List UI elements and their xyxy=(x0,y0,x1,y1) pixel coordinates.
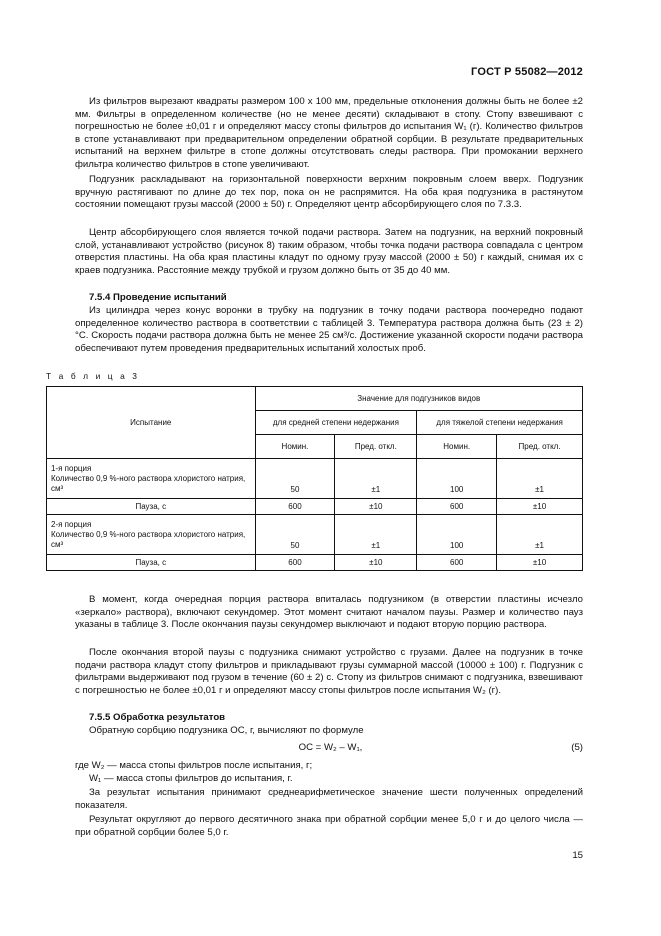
section-heading-7-5-4: 7.5.4 Проведение испытаний xyxy=(89,292,227,303)
table-row xyxy=(47,459,583,499)
table-cell-label: 2-я порция Количество 0,9 %-ного раствора хлористого натрия, см³ xyxy=(47,515,256,555)
formula: ОС = W₂ – W₁, xyxy=(298,742,363,753)
table-header-test: Испытание xyxy=(47,387,256,459)
paragraph-diaper-layout: Подгузник раскладывают на горизонтальной поверхности верхним покровным слоем вверх. Подгузник вручную растягивают по длине до тех пор, пока он не распрямится. На оба края подгузника в растянутом состоянии помещают грузы массой (2000 ± 50) г. Определяют центр абсорбирующего слоя по 7.3.3. xyxy=(75,174,583,211)
paragraph-result: За результат испытания принимают среднеарифметическое значение шести полученных определений показателя. xyxy=(75,787,583,811)
table-cell: 600 xyxy=(255,555,335,571)
table-cell: 600 xyxy=(417,499,497,515)
table-cell: 600 xyxy=(417,555,497,571)
table-cell: 100 xyxy=(417,515,497,555)
table-row xyxy=(47,515,583,555)
table-cell: ±1 xyxy=(497,515,583,555)
paragraph-test-procedure: Из цилиндра через конус воронки в трубку на подгузник в точку подачи раствора поочередно подают определенное количество раствора в соответствии с таблицей 3. Температура раствора должна быть (23 ± 2) °С. Скорость подачи раствора должна быть не менее 25 см³/с. Достижение указанной скорости подачи раствора обеспечивают путем проведения предварительных испытаний холостых проб. xyxy=(75,305,583,354)
table-row xyxy=(47,555,583,571)
table-header-deviation: Пред. откл. xyxy=(335,435,417,459)
table-caption: Т а б л и ц а 3 xyxy=(46,371,140,381)
table-cell: ±1 xyxy=(497,459,583,499)
table-cell: ±10 xyxy=(335,499,417,515)
page-number: 15 xyxy=(572,850,583,861)
table-header-nominal: Номин. xyxy=(417,435,497,459)
document-header: ГОСТ Р 55082—2012 xyxy=(471,66,583,78)
table-cell-label: Пауза, с xyxy=(47,555,256,571)
table-3 xyxy=(46,386,583,571)
table-header-nominal: Номин. xyxy=(255,435,335,459)
table-cell: ±1 xyxy=(335,515,417,555)
legend-w2: где W₂ — масса стопы фильтров после испытания, г; xyxy=(75,760,313,771)
table-cell: 50 xyxy=(255,459,335,499)
paragraph-pause: В момент, когда очередная порция раствора впиталась подгузником (в отверстии пластины исчезло «зеркало» раствора), включают секундомер. Этот момент считают началом паузы. Размер и количество пауз указаны в таблице 3. После окончания паузы секундомер выключают и подают вторую порцию раствора. xyxy=(75,594,583,631)
table-cell: 600 xyxy=(255,499,335,515)
section-heading-7-5-5: 7.5.5 Обработка результатов xyxy=(89,712,226,723)
paragraph-second-pause: После окончания второй паузы с подгузника снимают устройство с грузами. Далее на подгузник в точке подачи раствора кладут стопу фильтров и прикладывают грузы суммарной массой (10000 ± 100) г. Подгузник с фильтрами выдерживают под грузом в течение (60 ± 2) с. Стопу из фильтров снимают с подгузника, взвешивают с погрешностью не более ±0,01 г и определяют массу стопы фильтров после испытания W₂ (г). xyxy=(75,647,583,696)
table-cell: ±1 xyxy=(335,459,417,499)
legend-w1: W₁ — масса стопы фильтров до испытания, г. xyxy=(89,773,293,784)
table-header-deviation: Пред. откл. xyxy=(497,435,583,459)
paragraph-rounding: Результат округляют до первого десятичного знака при обратной сорбции менее 5,0 г и до целого числа — при обратной сорбции более 5,0 г. xyxy=(75,814,583,838)
table-header-medium: для средней степени недержания xyxy=(255,411,417,435)
table-row xyxy=(47,499,583,515)
paragraph-absorbent-center: Центр абсорбирующего слоя является точкой подачи раствора. Затем на подгузник, на верхний покровный слой, устанавливают устройство (рисунок 8) таким образом, чтобы точка подачи раствора совпадала с центром отверстия пластины. На оба края пластины кладут по одному грузу массой (2000 ± 50) г каждый, снимая их с краев подгузника. Расстояние между трубкой и грузом должно быть от 35 до 40 мм. xyxy=(75,227,583,276)
paragraph-formula-intro: Обратную сорбцию подгузника ОС, г, вычисляют по формуле xyxy=(89,725,364,736)
table-cell: 50 xyxy=(255,515,335,555)
table-cell: 100 xyxy=(417,459,497,499)
paragraph-filters: Из фильтров вырезают квадраты размером 100 х 100 мм, предельные отклонения должны быть не более ±2 мм. Фильтры в определенном количестве (но не менее десяти) складывают в стопу. Стопу взвешивают с погрешностью не более ±0,01 г и определяют массу стопы фильтров до испытания W₁ (г). Количество фильтров в стопе устанавливают при предварительном определении обратной сорбции. В результате предварительных испытаний на верхнем фильтре в стопе должны отсутствовать следы раствора. При промокании верхнего фильтра количество фильтров в стопе увеличивают. xyxy=(75,96,583,170)
table-cell: ±10 xyxy=(497,499,583,515)
table-cell-label: 1-я порция Количество 0,9 %-ного раствора хлористого натрия, см³ xyxy=(47,459,256,499)
formula-number: (5) xyxy=(571,742,583,753)
table-cell: ±10 xyxy=(497,555,583,571)
table-header-group: Значение для подгузников видов xyxy=(255,387,582,411)
table-cell-label: Пауза, с xyxy=(47,499,256,515)
table-header-heavy: для тяжелой степени недержания xyxy=(417,411,583,435)
table-cell: ±10 xyxy=(335,555,417,571)
